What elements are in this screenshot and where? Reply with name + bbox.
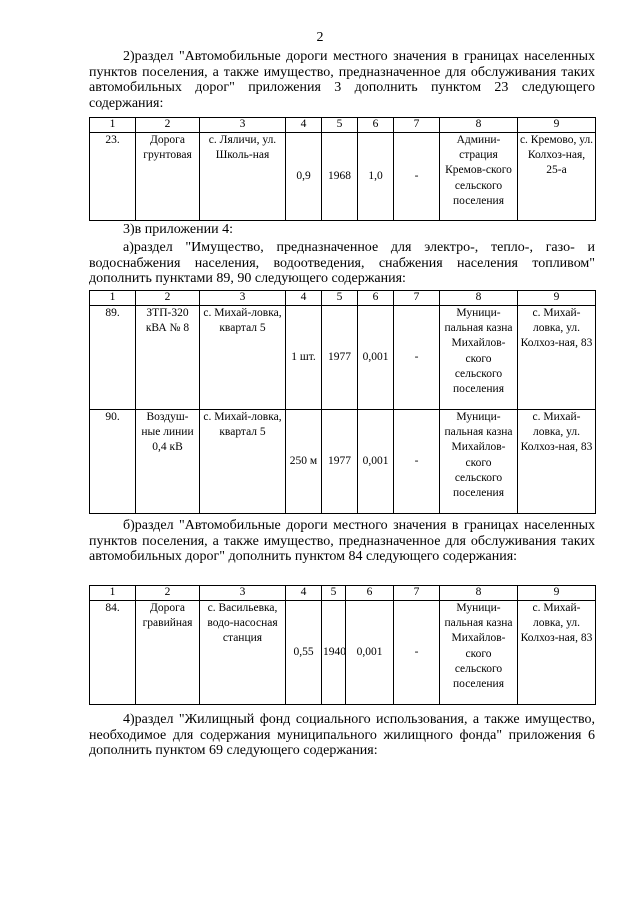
table-header-row bbox=[90, 118, 596, 133]
cell-holder-address: с. Михай-ловка, ул. Колхоз-ная, 83 bbox=[518, 410, 596, 514]
col-header: 2 bbox=[136, 118, 200, 133]
col-header: 5 bbox=[322, 118, 358, 133]
cell-holder-address: с. Михай-ловка, ул. Колхоз-ная, 83 bbox=[518, 601, 596, 705]
col-header: 2 bbox=[136, 291, 200, 306]
table-row bbox=[90, 410, 596, 514]
table-row bbox=[90, 601, 596, 705]
cell-value: 0,001 bbox=[358, 306, 394, 410]
cell-holder: Муници-пальная казна Михайлов-ского сельского поселения bbox=[440, 410, 518, 514]
col-header: 5 bbox=[322, 586, 346, 601]
cell-quantity: 1 шт. bbox=[286, 306, 322, 410]
col-header: 7 bbox=[394, 586, 440, 601]
col-header: 2 bbox=[136, 586, 200, 601]
col-header: 7 bbox=[394, 291, 440, 306]
paragraph-section-2: 2)раздел "Автомобильные дороги местного значения в границах населенных пунктов поселения, а также имущество, предназначенное для обслуживания таких автомобильных дорог" приложения 3 дополнить пунктом 23 следующего содержания: bbox=[89, 49, 595, 111]
cell-name: Воздуш-ные линии 0,4 кВ bbox=[136, 410, 200, 514]
col-header: 8 bbox=[440, 291, 518, 306]
cell-number: 23. bbox=[90, 133, 136, 221]
cell-quantity: 250 м bbox=[286, 410, 322, 514]
cell-year: 1968 bbox=[322, 133, 358, 221]
cell-holder-address: с. Михай-ловка, ул. Колхоз-ная, 83 bbox=[518, 306, 596, 410]
cell-holder: Муници-пальная казна Михайлов-ского сельского поселения bbox=[440, 306, 518, 410]
cell-year: 1940 bbox=[322, 601, 346, 705]
col-header: 6 bbox=[346, 586, 394, 601]
col-header: 9 bbox=[518, 586, 596, 601]
table-row bbox=[90, 133, 596, 221]
cell-name: Дорога грунтовая bbox=[136, 133, 200, 221]
cell-value: 0,001 bbox=[346, 601, 394, 705]
paragraph-section-4: 4)раздел "Жилищный фонд социального использования, а также имущество, необходимое для содержания муниципального жилищного фонда" приложения 6 дополнить пунктом 69 следующего содержания: bbox=[89, 712, 595, 759]
col-header: 1 bbox=[90, 118, 136, 133]
col-header: 4 bbox=[286, 118, 322, 133]
col-header: 5 bbox=[322, 291, 358, 306]
cell-address: с. Ляличи, ул. Школь-ная bbox=[200, 133, 286, 221]
cell-name: ЗТП-320 кВА № 8 bbox=[136, 306, 200, 410]
cell-number: 90. bbox=[90, 410, 136, 514]
table-row bbox=[90, 306, 596, 410]
cell-address: с. Васильевка, водо-насосная станция bbox=[200, 601, 286, 705]
col-header: 3 bbox=[200, 118, 286, 133]
col-header: 9 bbox=[518, 291, 596, 306]
cell-holder: Муници-пальная казна Михайлов-ского сельского поселения bbox=[440, 601, 518, 705]
col-header: 8 bbox=[440, 586, 518, 601]
col-header: 3 bbox=[200, 291, 286, 306]
cell-number: 84. bbox=[90, 601, 136, 705]
table-header-row bbox=[90, 291, 596, 306]
cell-holder-address: с. Кремово, ул. Колхоз-ная, 25-а bbox=[518, 133, 596, 221]
cell-number: 89. bbox=[90, 306, 136, 410]
cell-quantity: 0,9 bbox=[286, 133, 322, 221]
col-header: 1 bbox=[90, 586, 136, 601]
cell-address: с. Михай-ловка, квартал 5 bbox=[200, 306, 286, 410]
cell-holder: Админи-страция Кремов-ского сельского поселения bbox=[440, 133, 518, 221]
col-header: 7 bbox=[394, 118, 440, 133]
paragraph-section-b: б)раздел "Автомобильные дороги местного значения в границах населенных пунктов поселения, а также имущество, предназначенное для обслуживания таких автомобильных дорог" дополнить пунктом 84 следующего содержания: bbox=[89, 518, 595, 565]
cell-value: 1,0 bbox=[358, 133, 394, 221]
paragraph-section-a: а)раздел "Имущество, предназначенное для электро-, тепло-, газо- и водоснабжения населения, водоотведения, снабжения населения топливом" дополнить пунктами 89, 90 следующего содержания: bbox=[89, 240, 595, 287]
table-header-row bbox=[90, 586, 596, 601]
col-header: 3 bbox=[200, 586, 286, 601]
col-header: 1 bbox=[90, 291, 136, 306]
col-header: 9 bbox=[518, 118, 596, 133]
cell-name: Дорога гравийная bbox=[136, 601, 200, 705]
cell-col7: - bbox=[394, 410, 440, 514]
page-number: 2 bbox=[316, 30, 324, 45]
cell-year: 1977 bbox=[322, 306, 358, 410]
col-header: 4 bbox=[286, 586, 322, 601]
cell-col7: - bbox=[394, 306, 440, 410]
col-header: 8 bbox=[440, 118, 518, 133]
table-utilities-addition bbox=[89, 290, 596, 514]
cell-year: 1977 bbox=[322, 410, 358, 514]
cell-quantity: 0,55 bbox=[286, 601, 322, 705]
col-header: 6 bbox=[358, 291, 394, 306]
cell-value: 0,001 bbox=[358, 410, 394, 514]
cell-col7: - bbox=[394, 133, 440, 221]
table-roads-addition bbox=[89, 117, 596, 221]
cell-address: с. Михай-ловка, квартал 5 bbox=[200, 410, 286, 514]
paragraph-appendix-4: 3)в приложении 4: bbox=[123, 222, 233, 237]
table-roads-addition-2 bbox=[89, 585, 596, 705]
col-header: 6 bbox=[358, 118, 394, 133]
cell-col7: - bbox=[394, 601, 440, 705]
col-header: 4 bbox=[286, 291, 322, 306]
